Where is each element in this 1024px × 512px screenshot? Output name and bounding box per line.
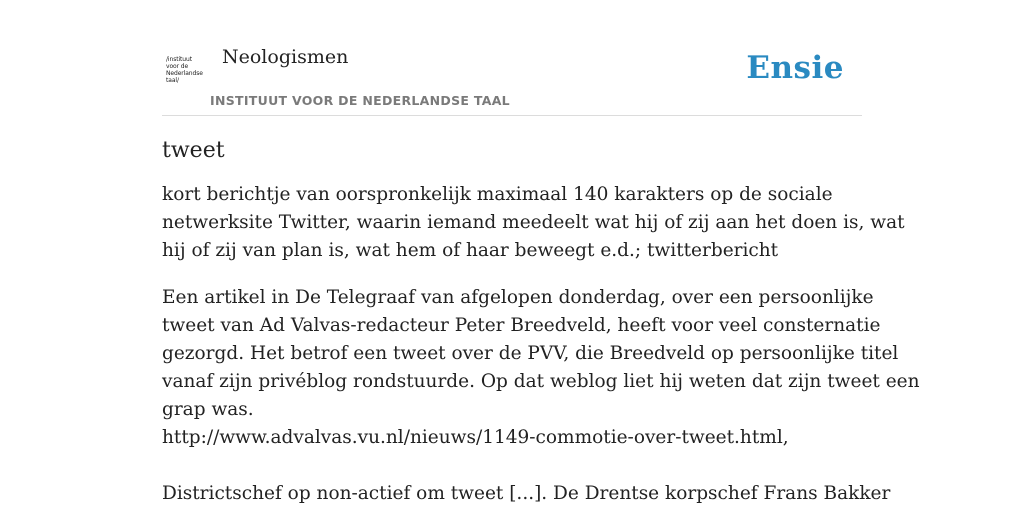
entry-example <box>162 284 920 508</box>
ensie-logo-link[interactable]: Ensie <box>746 50 844 86</box>
definition-line: hij of zij van plan is, wat hem of haar beweegt e.d.; twitterbericht <box>162 240 779 261</box>
example-line: Districtschef op non-actief om tweet [...]. De Drentse korpschef Frans Bakker <box>162 483 891 504</box>
definition-line: kort berichtje van oorspronkelijk maximaal 140 karakters op de sociale <box>162 184 833 205</box>
spacer <box>162 452 862 480</box>
example-line: tweet van Ad Valvas-redacteur Peter Breedveld, heeft voor veel consternatie <box>162 315 881 336</box>
dictionary-name-link[interactable]: Neologismen <box>222 46 349 68</box>
ivdnt-logo[interactable]: /instituut voor de Nederlandse taal/ <box>166 56 203 84</box>
definition-line: netwerksite Twitter, waarin iemand meedeelt wat hij of zij aan het doen is, wat <box>162 212 905 233</box>
entry-definition <box>162 181 905 265</box>
example-source-url: http://www.advalvas.vu.nl/nieuws/1149-commotie-over-tweet.html, <box>162 427 789 448</box>
example-line: grap was. <box>162 399 254 420</box>
example-line: Een artikel in De Telegraaf van afgelopen donderdag, over een persoonlijke <box>162 287 874 308</box>
entry-term: tweet <box>162 138 225 163</box>
site-header <box>162 0 862 116</box>
example-line: vanaf zijn privéblog rondstuurde. Op dat weblog liet hij weten dat zijn tweet een <box>162 371 920 392</box>
organization-name: INSTITUUT VOOR DE NEDERLANDSE TAAL <box>210 93 510 108</box>
example-line: gezorgd. Het betrof een tweet over de PVV, die Breedveld op persoonlijke titel <box>162 343 899 364</box>
entry-content <box>162 138 920 512</box>
